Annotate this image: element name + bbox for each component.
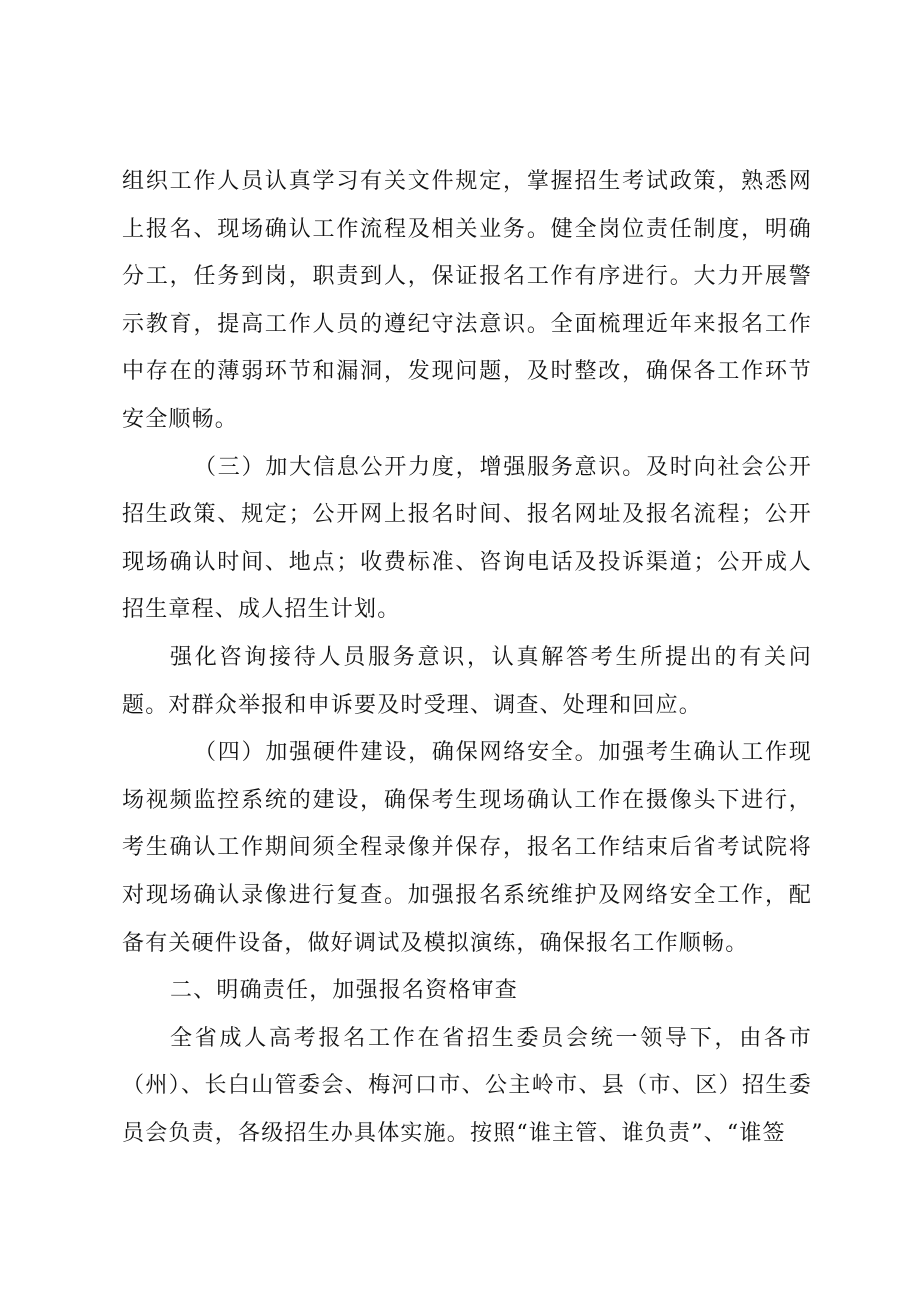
section-heading-responsibility: 二、明确责任，加强报名资格审查 [170,978,519,1004]
paragraph-information-disclosure: （三）加大信息公开力度，增强服务意识。及时向社会公开招生政策、规定；公开网上报名时间、报名网址及报名流程；公开现场确认时间、地点；收费标准、咨询电话及投诉渠道；公开成人招生章程、成人招生计划。 [122,454,812,623]
paragraph-staff-training: 组织工作人员认真学习有关文件规定，掌握招生考试政策，熟悉网上报名、现场确认工作流程及相关业务。健全岗位责任制度，明确分工，任务到岗，职责到人，保证报名工作有序进行。大力开展警示教育，提高工作人员的遵纪守法意识。全面梳理近年来报名工作中存在的薄弱环节和漏洞，发现问题，及时整改，确保各工作环节安全顺畅。 [122,169,812,432]
document-body [122,158,812,1157]
paragraph-consultation-service: 强化咨询接待人员服务意识，认真解答考生所提出的有关问题。对群众举报和申诉要及时受理、调查、处理和回应。 [122,644,812,718]
paragraph-registration-leadership: 全省成人高考报名工作在省招生委员会统一领导下，由各市（州）、长白山管委会、梅河口市、公主岭市、县（市、区）招生委员会负责，各级招生办具体实施。按照“谁主管、谁负责”、“谁签 [122,1025,812,1146]
paragraph-hardware-security: （四）加强硬件建设，确保网络安全。加强考生确认工作现场视频监控系统的建设，确保考生现场确认工作在摄像头下进行，考生确认工作期间须全程录像并保存，报名工作结束后省考试院将对现场确认录像进行复查。加强报名系统维护及网络安全工作，配备有关硬件设备，做好调试及模拟演练，确保报名工作顺畅。 [122,740,812,956]
